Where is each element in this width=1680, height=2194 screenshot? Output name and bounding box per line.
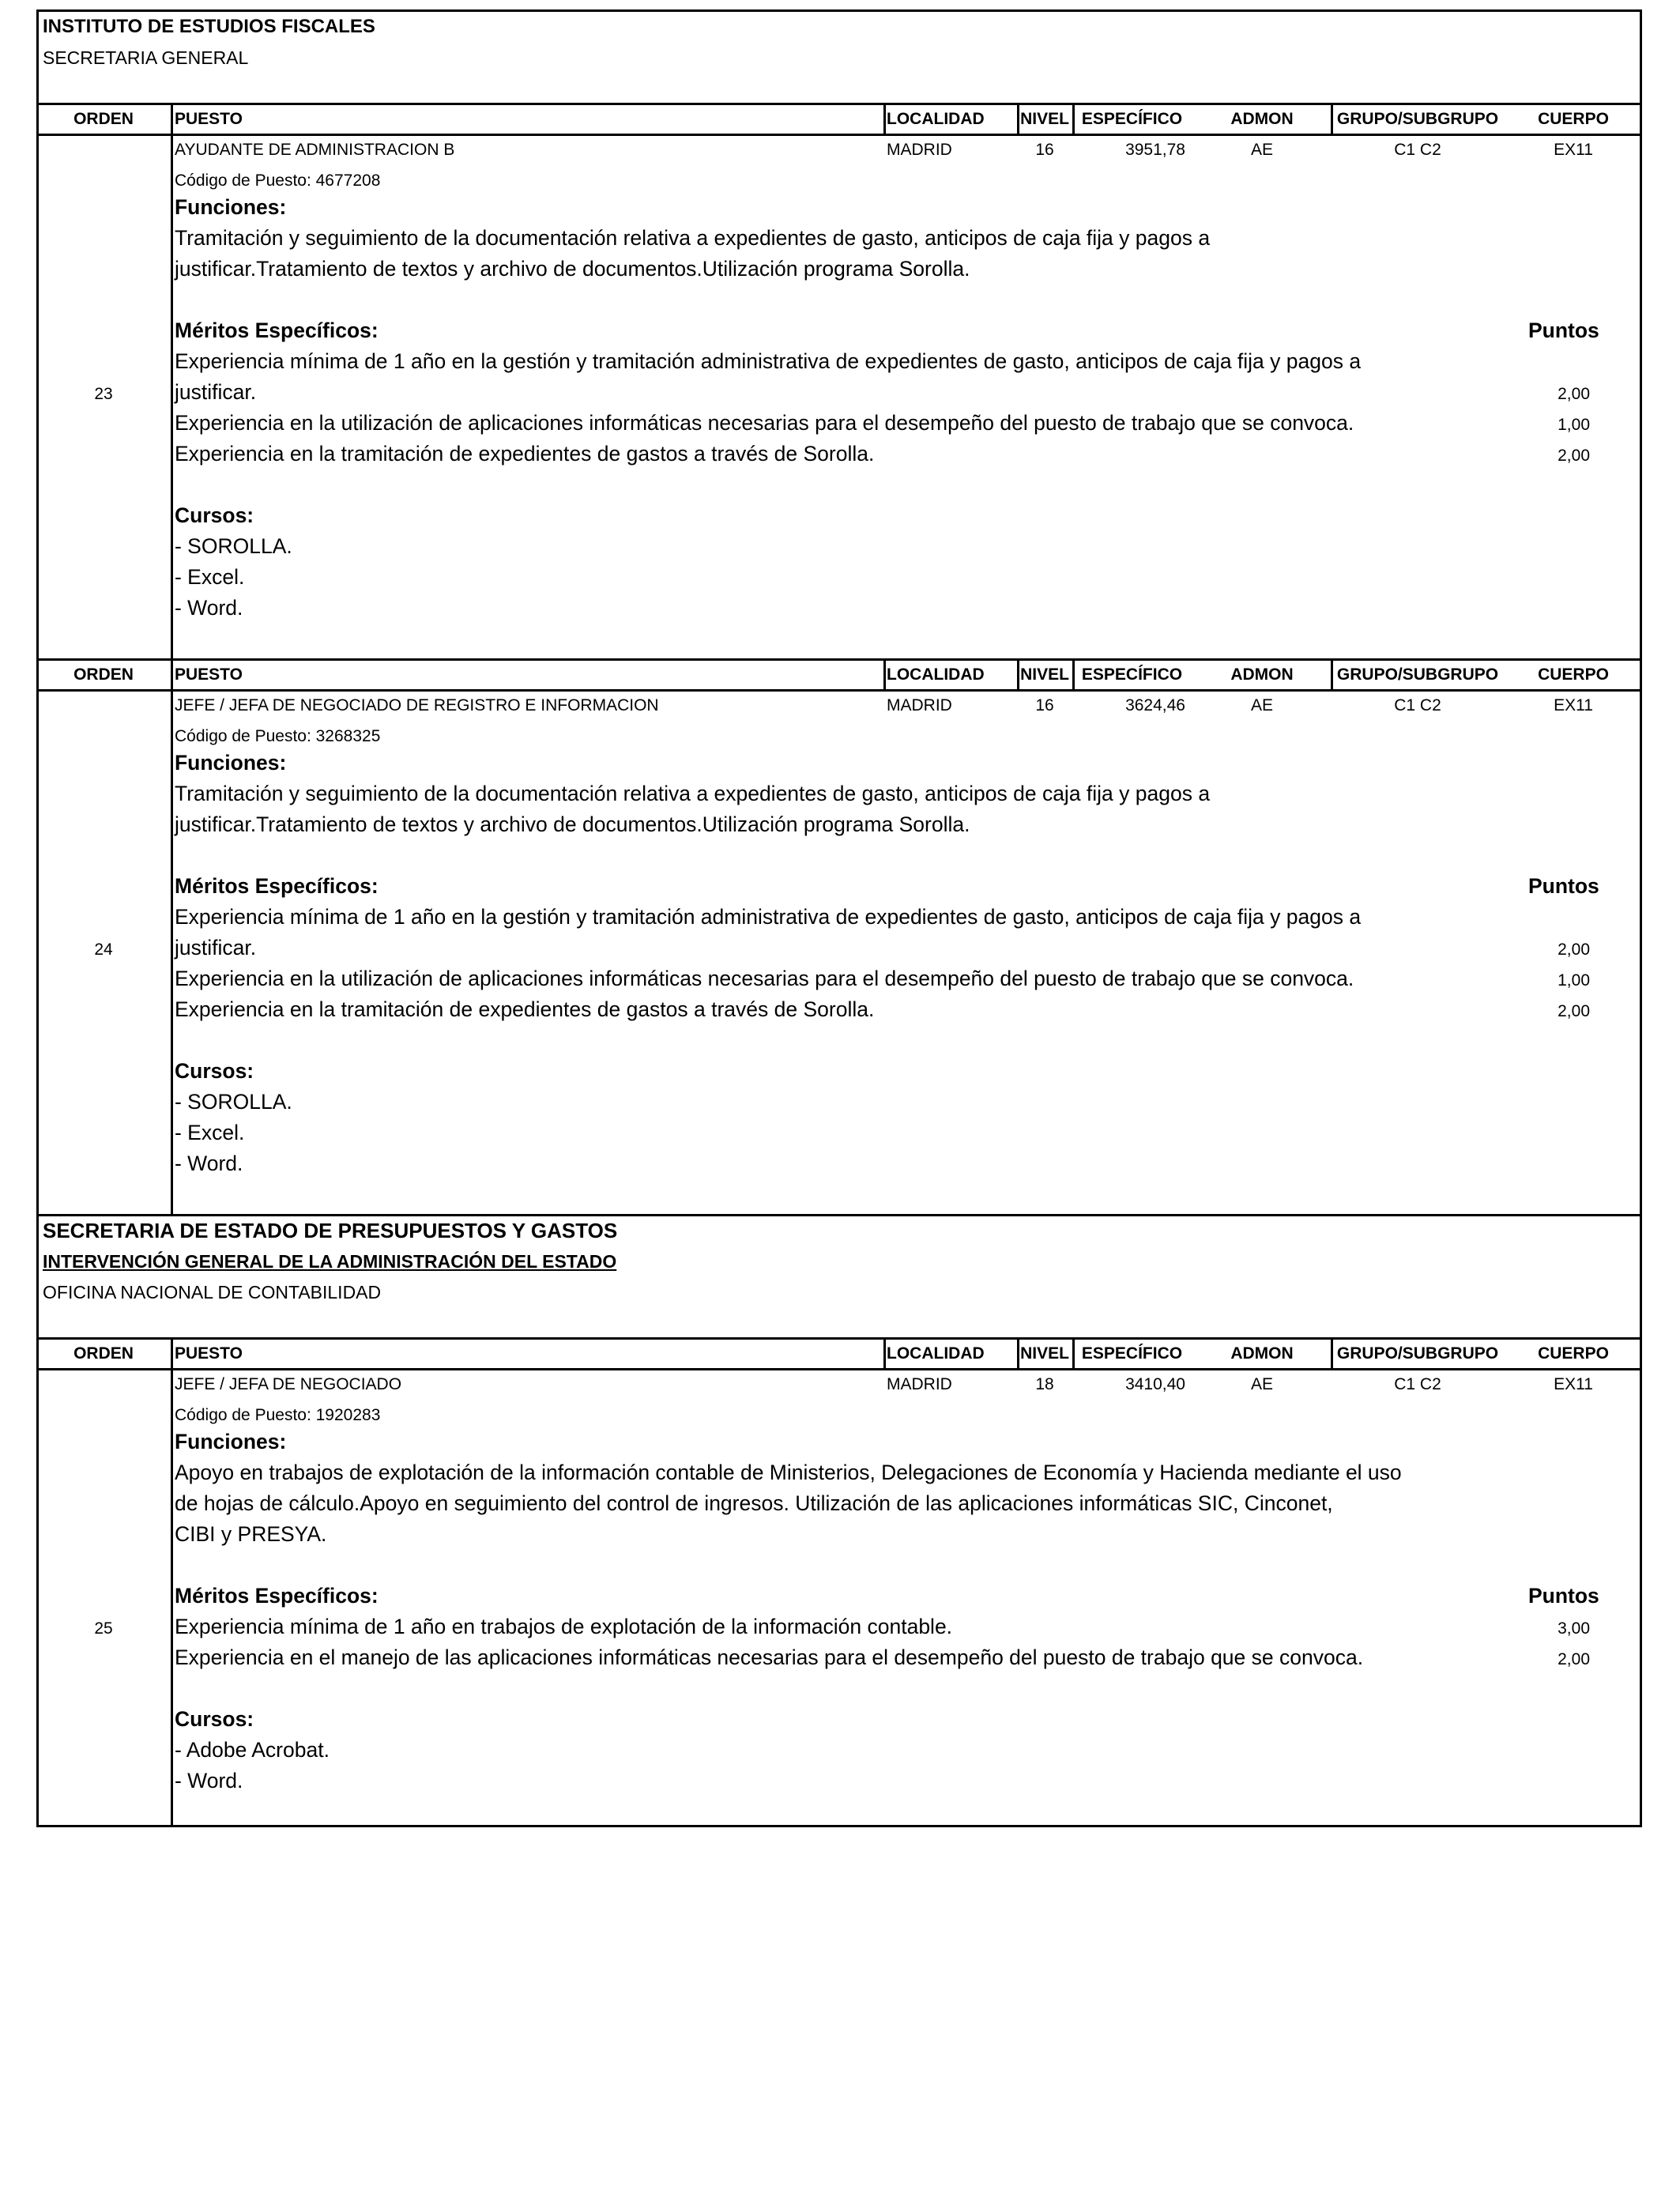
meritos-label: Méritos Específicos: <box>175 1584 379 1608</box>
cuerpo-value: EX11 <box>1554 1375 1593 1393</box>
funciones-line: de hojas de cálculo.Apoyo en seguimiento del control de ingresos. Utilización de las aplicaciones informáticas SIC, Cinconet, <box>175 1491 1333 1515</box>
nivel-value: 18 <box>1035 1375 1054 1393</box>
header-rule-top <box>36 103 1642 105</box>
col-header-especifico: ESPECÍFICO <box>1081 1344 1183 1363</box>
merito-line: Experiencia mínima de 1 año en trabajos de explotación de la información contable. <box>175 1615 953 1638</box>
section-divider <box>36 1214 1642 1216</box>
funciones-label: Funciones: <box>175 751 287 775</box>
merito-line: justificar. <box>175 380 257 404</box>
col-header-admon: ADMON <box>1230 110 1294 128</box>
col-header-orden: ORDEN <box>73 665 134 684</box>
puntos-value: 1,00 <box>1558 971 1590 990</box>
merito-line: Experiencia mínima de 1 año en la gestión y tramitación administrativa de expedientes de gasto, anticipos de caja fija y pagos a <box>175 349 1362 373</box>
header-rule-top <box>36 658 1642 661</box>
header-col-divider <box>883 1337 886 1368</box>
puntos-value: 2,00 <box>1558 941 1590 959</box>
especifico-value: 3951,78 <box>1125 141 1185 159</box>
puesto-value: AYUDANTE DE ADMINISTRACION B <box>175 141 455 159</box>
nivel-value: 16 <box>1035 141 1054 159</box>
funciones-label: Funciones: <box>175 1430 287 1453</box>
col-header-puesto: PUESTO <box>175 665 243 684</box>
curso-line: - SOROLLA. <box>175 534 292 558</box>
header-rule-bottom <box>36 689 1642 692</box>
merito-line: Experiencia en la utilización de aplicaciones informáticas necesarias para el desempeño del puesto de trabajo que se convoca. <box>175 967 1354 990</box>
cuerpo-value: EX11 <box>1554 696 1593 714</box>
merito-line: Experiencia en la tramitación de expedientes de gastos a través de Sorolla. <box>175 442 875 466</box>
puntos-value: 3,00 <box>1558 1619 1590 1638</box>
codigo-puesto: Código de Puesto: 1920283 <box>175 1406 381 1424</box>
meritos-label: Méritos Específicos: <box>175 874 379 898</box>
header-rule-top <box>36 1337 1642 1340</box>
col-header-nivel: NIVEL <box>1020 110 1069 128</box>
puntos-value: 2,00 <box>1558 447 1590 465</box>
org-title-2: SECRETARIA DE ESTADO DE PRESUPUESTOS Y GASTOS <box>43 1219 618 1242</box>
curso-line: - Word. <box>175 1769 243 1793</box>
col-header-especifico: ESPECÍFICO <box>1081 110 1183 128</box>
funciones-line: justificar.Tratamiento de textos y archivo de documentos.Utilización programa Sorolla. <box>175 812 970 836</box>
merito-line: Experiencia en la tramitación de expedientes de gastos a través de Sorolla. <box>175 997 875 1021</box>
org-unit-2: OFICINA NACIONAL DE CONTABILIDAD <box>43 1282 382 1302</box>
puntos-value: 2,00 <box>1558 385 1590 403</box>
col-header-cuerpo: CUERPO <box>1538 1344 1609 1363</box>
grupo-value: C1 C2 <box>1394 1375 1441 1393</box>
localidad-value: MADRID <box>887 696 952 714</box>
grupo-value: C1 C2 <box>1394 696 1441 714</box>
cursos-label: Cursos: <box>175 503 254 527</box>
col-header-grupo: GRUPO/SUBGRUPO <box>1336 665 1499 684</box>
col-header-grupo: GRUPO/SUBGRUPO <box>1336 1344 1499 1363</box>
header-rule-bottom <box>36 134 1642 136</box>
org-unit: SECRETARIA GENERAL <box>43 47 249 68</box>
codigo-puesto: Código de Puesto: 4677208 <box>175 172 381 190</box>
col-header-admon: ADMON <box>1230 665 1294 684</box>
merito-line: Experiencia en el manejo de las aplicaciones informáticas necesarias para el desempeño del puesto de trabajo que se convoca. <box>175 1646 1364 1669</box>
merito-line: justificar. <box>175 936 257 959</box>
merito-line: Experiencia en la utilización de aplicaciones informáticas necesarias para el desempeño del puesto de trabajo que se convoca. <box>175 411 1354 435</box>
col-header-nivel: NIVEL <box>1020 1344 1069 1363</box>
orden-number: 23 <box>94 385 113 403</box>
orden-col-divider <box>171 1368 173 1827</box>
puesto-value: JEFE / JEFA DE NEGOCIADO <box>175 1375 402 1393</box>
funciones-line: CIBI y PRESYA. <box>175 1522 327 1546</box>
codigo-puesto: Código de Puesto: 3268325 <box>175 727 381 745</box>
puntos-value: 1,00 <box>1558 416 1590 434</box>
orden-number: 25 <box>94 1619 113 1638</box>
col-header-orden: ORDEN <box>73 1344 134 1363</box>
col-header-puesto: PUESTO <box>175 110 243 128</box>
meritos-label: Méritos Específicos: <box>175 319 379 342</box>
merito-line: Experiencia mínima de 1 año en la gestión y tramitación administrativa de expedientes de gasto, anticipos de caja fija y pagos a <box>175 905 1362 929</box>
localidad-value: MADRID <box>887 141 952 159</box>
cuerpo-value: EX11 <box>1554 141 1593 159</box>
col-header-localidad: LOCALIDAD <box>887 665 985 684</box>
orden-number: 24 <box>94 941 113 959</box>
col-header-nivel: NIVEL <box>1020 665 1069 684</box>
header-col-divider <box>883 658 886 689</box>
puntos-value: 2,00 <box>1558 1002 1590 1020</box>
admon-value: AE <box>1250 141 1273 159</box>
header-col-divider <box>171 1337 173 1368</box>
funciones-label: Funciones: <box>175 195 287 219</box>
col-header-cuerpo: CUERPO <box>1538 665 1609 684</box>
curso-line: - Excel. <box>175 1121 245 1144</box>
curso-line: - Word. <box>175 596 243 620</box>
cursos-label: Cursos: <box>175 1707 254 1731</box>
header-rule-bottom <box>36 1368 1642 1370</box>
especifico-value: 3410,40 <box>1125 1375 1185 1393</box>
localidad-value: MADRID <box>887 1375 952 1393</box>
funciones-line: Tramitación y seguimiento de la documentación relativa a expedientes de gasto, anticipos de caja fija y pagos a <box>175 226 1211 250</box>
curso-line: - SOROLLA. <box>175 1090 292 1114</box>
org-title: INSTITUTO DE ESTUDIOS FISCALES <box>43 16 375 37</box>
puntos-label: Puntos <box>1528 1584 1599 1608</box>
col-header-admon: ADMON <box>1230 1344 1294 1363</box>
puntos-label: Puntos <box>1528 874 1599 898</box>
grupo-value: C1 C2 <box>1394 141 1441 159</box>
admon-value: AE <box>1250 1375 1273 1393</box>
funciones-line: Tramitación y seguimiento de la documentación relativa a expedientes de gasto, anticipos de caja fija y pagos a <box>175 782 1211 805</box>
admon-value: AE <box>1250 696 1273 714</box>
header-col-divider <box>883 103 886 134</box>
curso-line: - Word. <box>175 1152 243 1175</box>
col-header-orden: ORDEN <box>73 110 134 128</box>
especifico-value: 3624,46 <box>1125 696 1185 714</box>
curso-line: - Adobe Acrobat. <box>175 1738 330 1762</box>
col-header-localidad: LOCALIDAD <box>887 110 985 128</box>
col-header-especifico: ESPECÍFICO <box>1081 665 1183 684</box>
funciones-line: Apoyo en trabajos de explotación de la información contable de Ministerios, Delegaciones de Economía y Hacienda mediante el uso <box>175 1461 1402 1484</box>
curso-line: - Excel. <box>175 565 245 589</box>
org-subtitle-2: INTERVENCIÓN GENERAL DE LA ADMINISTRACIÓN DEL ESTADO <box>43 1251 617 1272</box>
puesto-value: JEFE / JEFA DE NEGOCIADO DE REGISTRO E INFORMACION <box>175 696 659 714</box>
puntos-value: 2,00 <box>1558 1650 1590 1668</box>
puntos-label: Puntos <box>1528 319 1599 342</box>
orden-col-divider <box>171 134 173 658</box>
orden-col-divider <box>171 689 173 1214</box>
header-col-divider <box>171 658 173 689</box>
cursos-label: Cursos: <box>175 1059 254 1083</box>
col-header-puesto: PUESTO <box>175 1344 243 1363</box>
col-header-localidad: LOCALIDAD <box>887 1344 985 1363</box>
header-col-divider <box>171 103 173 134</box>
col-header-grupo: GRUPO/SUBGRUPO <box>1336 110 1499 128</box>
col-header-cuerpo: CUERPO <box>1538 110 1609 128</box>
nivel-value: 16 <box>1035 696 1054 714</box>
funciones-line: justificar.Tratamiento de textos y archivo de documentos.Utilización programa Sorolla. <box>175 257 970 281</box>
